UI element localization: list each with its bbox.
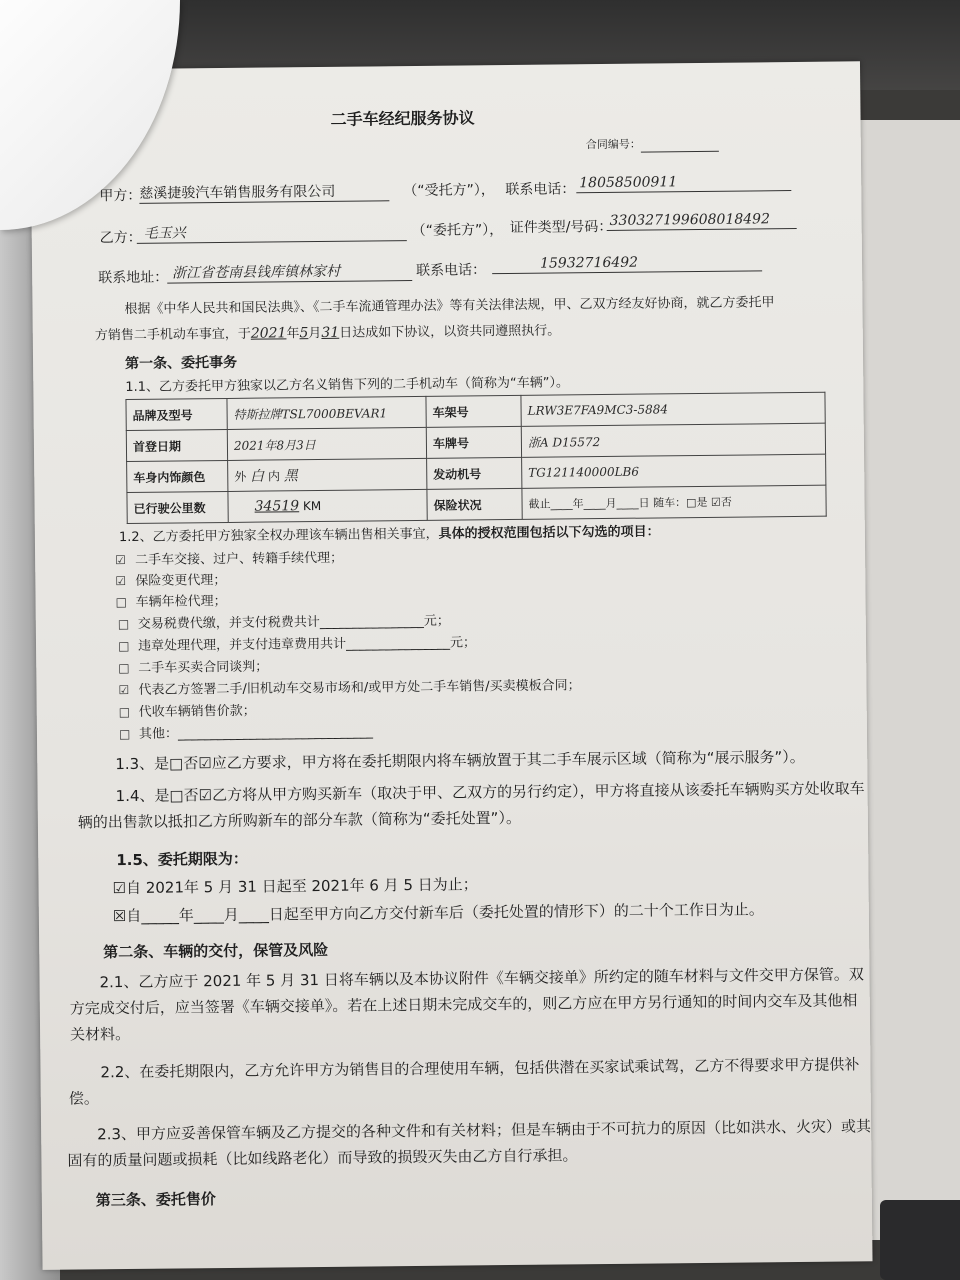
para-2-3-line-1: 2.3、甲方应妥善保管车辆及乙方提交的各种文件和有关材料；但是车辆由于不可抗力的原因（比如洪水、火灾）或其 <box>97 1117 872 1144</box>
color-value: 外 白 内 黑 <box>228 458 427 491</box>
color-label: 车身内饰颜色 <box>127 460 228 492</box>
section-2-heading: 第二条、车辆的交付，保管及风险 <box>103 940 329 962</box>
option-9: □ 其他：______________________________ <box>118 724 374 742</box>
option-4: □ 交易税费代缴，并支付税费共计________________元； <box>117 613 450 632</box>
option-3: □ 车辆年检代理； <box>115 593 227 610</box>
item-1-2-intro: 1.2、乙方委托甲方独家全权办理该车辆出售相关事宜，具体的授权范围包括以下勾选的项目： <box>118 524 660 546</box>
checkbox-checked-icon: ☑ <box>115 553 126 568</box>
plate-label: 车牌号 <box>426 426 521 458</box>
checkbox-empty-icon: □ <box>118 726 131 742</box>
option-7: ☑ 代表乙方签署二手/旧机动车交易市场和/或甲方处二手车销售/买卖模板合同； <box>118 678 581 698</box>
mileage-value: 34519 KM <box>228 489 427 522</box>
option-5: □ 违章处理代理，并支付违章费用共计________________元； <box>117 635 477 654</box>
para-2-1-line-2: 方完成交付后，应当签署《车辆交接单》。若在上述日期未完成交车的，则乙方应在甲方另行通知的时间内交车及其他相 <box>69 991 858 1018</box>
item-1-1: 1.1、乙方委托甲方独家以乙方名义销售下列的二手机动车（简称为“车辆”）。 <box>125 375 570 396</box>
para-2-2-line-1: 2.2、在委托期限内，乙方允许甲方为销售目的合理使用车辆，包括供潜在买家试乘试驾，乙方不得要求甲方提供补 <box>100 1055 860 1082</box>
party-b-name: 毛玉兴 <box>143 225 186 242</box>
engine-label: 发动机号 <box>427 457 522 489</box>
option-2: ☑ 保险变更代理； <box>115 572 227 589</box>
frame-value: LRW3E7FA9MC3-5884 <box>521 392 825 426</box>
party-b-id-label: 证件类型/号码： <box>509 218 613 236</box>
address-label: 联系地址： <box>98 269 169 287</box>
contract-sheet <box>30 61 873 1270</box>
option-6: □ 二手车买卖合同谈判； <box>118 659 269 676</box>
brand-value: 特斯拉牌TSL7000BEVAR1 <box>227 396 426 429</box>
item-1-4-line-1: 1.4、是□否☑乙方将从甲方购买新车（取决于甲、乙双方的另行约定），甲方将直接从该委托车辆购买方处收取车 <box>115 779 865 806</box>
option-8: □ 代收车辆销售价款； <box>118 703 256 720</box>
item-1-3: 1.3、是□否☑应乙方要求，甲方将在委托期限内将车辆放置于其二手车展示区域（简称为“展示服务”）。 <box>115 747 805 774</box>
section-3-heading: 第三条、委托售价 <box>95 1190 216 1210</box>
item-1-5-line-1: ☑自 2021年 5 月 31 日起至 2021年 6 月 5 日为止； <box>112 875 478 898</box>
mileage-label: 已行驶公里数 <box>127 491 228 523</box>
checkbox-empty-icon: □ <box>118 660 130 676</box>
insurance-value: 截止____年____月____日 随车：□是 ☑否 <box>522 485 826 519</box>
brand-label: 品牌及型号 <box>126 398 227 430</box>
contract-no-line <box>641 151 719 153</box>
party-b-label: 乙方： <box>99 229 142 247</box>
checkbox-checked-icon: ☑ <box>115 574 127 589</box>
option-1: ☑ 二手车交接、过户、转籍手续代理； <box>115 550 344 568</box>
engine-value: TG121140000LB6 <box>522 454 826 488</box>
address-value: 浙江省苍南县钱库镇林家村 <box>172 263 341 282</box>
contract-no-label: 合同编号： <box>585 137 641 152</box>
item-1-4-line-2: 辆的出售款以抵扣乙方所购新车的部分车款（简称为“委托处置”）。 <box>77 808 521 832</box>
intro-line-2: 方销售二手机动车事宜，于2021年5月31日达成如下协议，以资共同遵照执行。 <box>94 323 561 344</box>
party-a-name: 慈溪捷骏汽车销售服务有限公司 <box>139 183 336 202</box>
party-b-id: 330327199608018492 <box>609 211 771 229</box>
checkbox-empty-icon: □ <box>118 704 131 720</box>
para-2-2-line-2: 偿。 <box>68 1089 99 1108</box>
item-1-5-heading: 1.5、委托期限为： <box>116 849 248 870</box>
clipboard-corner <box>880 1200 960 1280</box>
checkbox-empty-icon: □ <box>117 616 130 632</box>
party-b-role: （“委托方”）， <box>411 222 504 240</box>
address-phone-label: 联系电话： <box>416 262 487 279</box>
plate-value: 浙A D15572 <box>521 423 825 457</box>
party-a-phone-label: 联系电话： <box>505 181 576 199</box>
section-1-heading: 第一条、委托事务 <box>125 354 238 373</box>
para-2-1-line-1: 2.1、乙方应于 2021 年 5 月 31 日将车辆以及本协议附件《车辆交接单》所约定的随车材料与文件交甲方保管。双 <box>99 965 864 992</box>
checkbox-empty-icon: □ <box>117 638 130 654</box>
reg-date-label: 首登日期 <box>126 429 227 461</box>
item-1-5-line-2: ☒自_____年____月____日起至甲方向乙方交付新车后（委托处置的情形下）的二十个工作日为止。 <box>112 900 764 926</box>
address-phone-line <box>492 270 762 274</box>
vehicle-table <box>125 392 826 524</box>
document-title: 二手车经纪服务协议 <box>330 108 475 129</box>
para-2-1-line-3: 关材料。 <box>70 1025 131 1044</box>
checkbox-empty-icon: □ <box>115 595 127 610</box>
address-phone: 15932716492 <box>539 254 639 272</box>
reg-date-value: 2021年8月3日 <box>227 427 426 460</box>
frame-label: 车架号 <box>426 395 521 427</box>
party-a-phone: 18058500911 <box>579 174 678 192</box>
party-a-label: 甲方： <box>99 187 142 205</box>
intro-line-1: 根据《中华人民共和国民法典》、《二手车流通管理办法》等有关法律法规，甲、乙双方经友好协商，就乙方委托甲 <box>124 295 775 318</box>
insurance-label: 保险状况 <box>427 488 522 520</box>
checkbox-checked-icon: ☑ <box>118 682 130 698</box>
party-a-role: （“受托方”）， <box>403 182 495 200</box>
para-2-3-line-2: 固有的质量问题或损耗（比如线路老化）而导致的损毁灭失由乙方自行承担。 <box>67 1146 578 1170</box>
